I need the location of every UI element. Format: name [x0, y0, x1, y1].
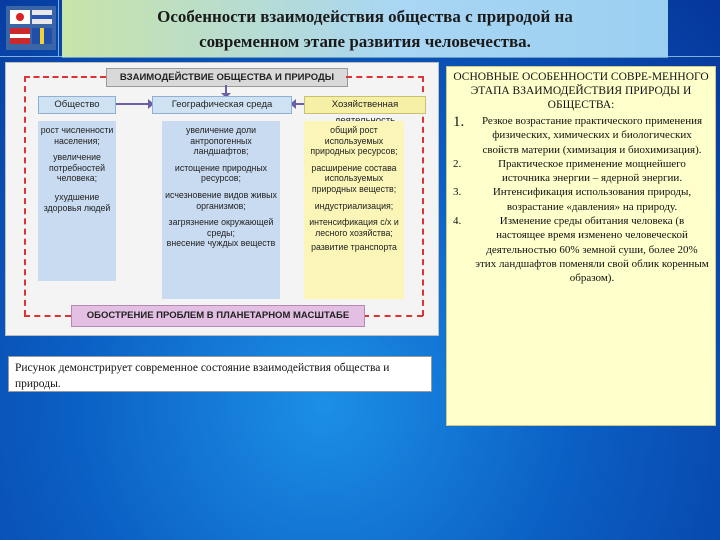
col-item: общий рост используемых природных ресурсов; [310, 125, 398, 157]
feature-number: 3. [453, 186, 462, 199]
col-item: внесение чуждых веществ [166, 238, 276, 249]
label-economic-activity: Хозяйственная [304, 96, 426, 114]
title-bar [62, 0, 668, 58]
feature-number: 2. [453, 157, 462, 170]
col-item: ухудшение здоровья людей [43, 191, 111, 213]
features-list [453, 114, 709, 286]
col-item: интенсификация с/х и лесного хозяйства; [309, 217, 399, 238]
feature-text: Изменение среды обитания человека (в настоящее время изменено человеческой деятельностью 60% земной суши, более 20% этих ландшафтов поменяли свой облик коренным образом). [475, 215, 709, 285]
col-item: рост численности населения; [40, 125, 114, 146]
column-society [38, 121, 116, 281]
flags-logo [6, 6, 56, 50]
features-heading: ОСНОВНЫЕ ОСОБЕННОСТИ СОВРЕ-МЕННОГО ЭТАПА ВЗАИМОДЕЙСТВИЯ ПРИРОДЫ И ОБЩЕСТВА: [453, 71, 709, 111]
figure-caption: Рисунок демонстрирует современное состояние взаимодействия общества и природы. [8, 356, 432, 392]
feature-item [453, 214, 709, 285]
label-society: Общество [38, 96, 116, 114]
slide-title-line2: современном этапе развития человечества. [199, 32, 531, 51]
feature-item [453, 157, 709, 186]
decor-line [58, 0, 59, 56]
features-panel [446, 66, 716, 426]
col-item: развитие транспорта [311, 242, 397, 253]
slide-title [62, 4, 668, 54]
feature-number: 4. [453, 215, 462, 228]
col-item: увеличение потребностей человека; [48, 152, 106, 184]
col-item: загрязнение окружающей среды; [168, 217, 274, 238]
label-geo-environment: Географическая среда [152, 96, 292, 114]
feature-text: Практическое применение мощнейшего источника энергии – ядерной энергии. [498, 157, 686, 185]
feature-text: Интенсификация использования природы, возрастание «давления» на природу. [492, 186, 692, 213]
feature-item [453, 114, 709, 157]
col-item: расширение состава используемых природных веществ; [311, 162, 397, 194]
diagram-header: ВЗАИМОДЕЙСТВИЕ ОБЩЕСТВА И ПРИРОДЫ [106, 68, 348, 87]
feature-item [453, 185, 709, 214]
diagram-footer: ОБОСТРЕНИЕ ПРОБЛЕМ В ПЛАНЕТАРНОМ МАСШТАБЕ [71, 305, 365, 327]
column-economic-activity [304, 121, 404, 299]
interaction-diagram [5, 62, 439, 336]
col-item: увеличение доли антропогенных ландшафтов; [185, 125, 257, 157]
col-item: истощение природных ресурсов; [174, 162, 268, 184]
feature-text: Резкое возрастание практического применения физических, химических и биологических свойств материи (химизация и биохимизация). [481, 115, 703, 156]
column-geo-environment [162, 121, 280, 299]
col-item: исчезновение видов живых организмов; [165, 189, 277, 211]
slide-title-line1: Особенности взаимодействия общества с природой на [157, 7, 573, 26]
feature-number: 1. [453, 114, 465, 130]
col-item: индустриализация; [314, 200, 394, 211]
